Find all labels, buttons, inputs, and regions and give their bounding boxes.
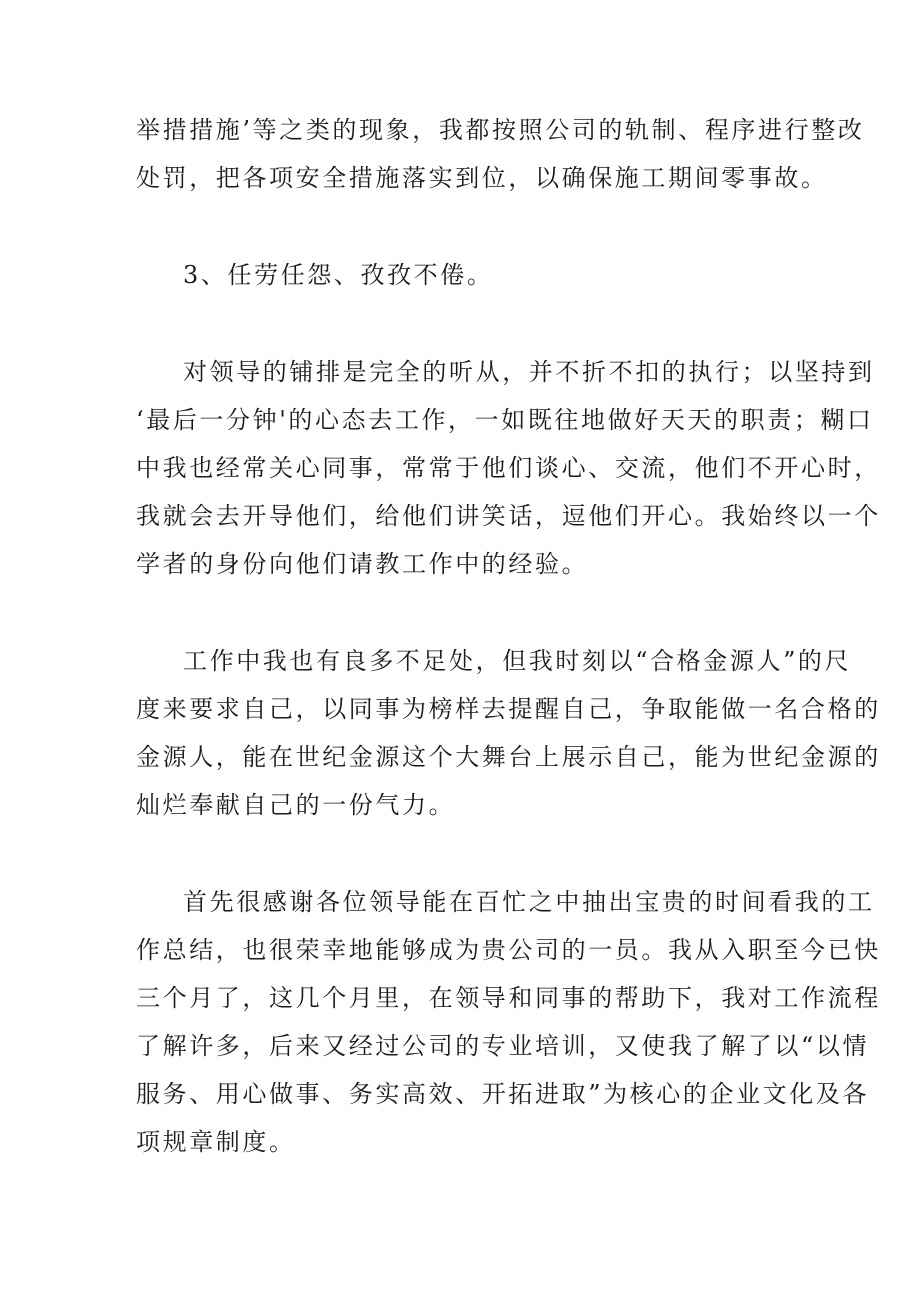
paragraph-3-line-2: 度来要求自己，以同事为榜样去提醒自己，争取能做一名合格的: [136, 695, 881, 723]
paragraph-1-line-2: 处罚，把各项安全措施落实到位，以确保施工期间零事故。: [136, 164, 828, 192]
paragraph-4-line-6: 项规章制度。: [136, 1128, 296, 1156]
paragraph-4-line-1: 首先很感谢各位领导能在百忙之中抽出宝贵的时间看我的工: [183, 888, 875, 916]
paragraph-2-line-5: 学者的身份向他们请教工作中的经验。: [136, 550, 589, 578]
paragraph-3-line-1: 工作中我也有良多不足处，但我时刻以“合格金源人”的尺: [183, 647, 852, 675]
paragraph-3-line-4: 灿烂奉献自己的一份气力。: [136, 791, 456, 819]
paragraph-4-line-5: 服务、用心做事、务实高效、开拓进取”为核心的企业文化及各: [136, 1080, 870, 1108]
paragraph-4-line-3: 三个月了，这几个月里，在领导和同事的帮助下，我对工作流程: [136, 984, 881, 1012]
section-heading-3: 3、任劳任怨、孜孜不倦。: [183, 261, 494, 289]
paragraph-2-line-2: ‘最后一分钟'的心态去工作，一如既往地做好天天的职责；糊口: [136, 406, 874, 434]
paragraph-2-line-3: 中我也经常关心同事，常常于他们谈心、交流，他们不开心时，: [136, 454, 881, 482]
paragraph-2-line-1: 对领导的铺排是完全的听从，并不折不扣的执行；以坚持到: [183, 358, 875, 386]
paragraph-4-line-4: 了解许多，后来又经过公司的专业培训，又使我了解了以“以情: [136, 1032, 870, 1060]
paragraph-3-line-3: 金源人，能在世纪金源这个大舞台上展示自己，能为世纪金源的: [136, 743, 881, 771]
paragraph-1-line-1: 举措措施’等之类的现象，我都按照公司的轨制、程序进行整改: [136, 116, 865, 144]
paragraph-4-line-2: 作总结，也很荣幸地能够成为贵公司的一员。我从入职至今已快: [136, 936, 881, 964]
paragraph-2-line-4: 我就会去开导他们，给他们讲笑话，逗他们开心。我始终以一个: [136, 502, 881, 530]
